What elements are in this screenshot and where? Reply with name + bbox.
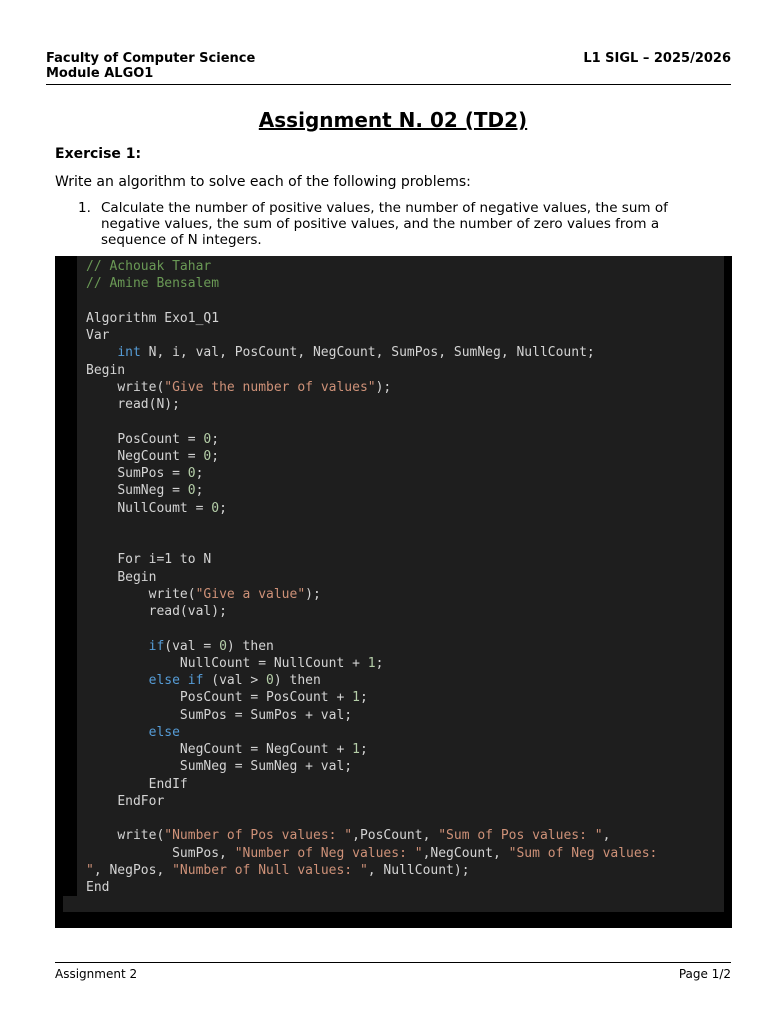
code-text: ; [375, 655, 384, 671]
code-string: " [86, 862, 94, 878]
code-text: ; [359, 690, 368, 706]
page-footer [55, 962, 731, 981]
footer-page-number: Page 1/2 [678, 967, 731, 981]
header-left [46, 51, 255, 81]
code-text: read(N); [117, 397, 180, 412]
code-text: NegCount = NegCount + [179, 742, 353, 757]
code-text: N, i, val, PosCount, NegCount, SumPos, SumNeg, NullCount; [140, 345, 595, 361]
code-gutter [63, 256, 77, 896]
code-text: ); [375, 379, 392, 395]
code-text: , NullCount); [367, 862, 470, 878]
code-comment: // Achouak Tahar [86, 259, 212, 274]
code-keyword: else if [148, 673, 204, 688]
code-text: write( [117, 828, 165, 844]
code-line: Algorithm Exo1_Q1 [86, 310, 220, 326]
code-text: For i=1 to N [117, 552, 212, 568]
code-text: PosCount = [117, 431, 204, 447]
code-text: SumPos = SumPos + val; [179, 707, 353, 723]
code-number: 0 [266, 673, 274, 688]
code-text: ; [195, 466, 204, 481]
code-text: ; [195, 483, 204, 499]
code-text: write( [148, 586, 196, 602]
code-keyword: int [117, 345, 141, 361]
problem-number: 1. [78, 200, 91, 216]
exercise-intro: Write an algorithm to solve each of the following problems: [55, 174, 471, 190]
code-text: SumNeg = SumNeg + val; [179, 759, 353, 775]
code-number: 1 [367, 655, 376, 671]
code-text: NegCount = [117, 448, 204, 464]
code-text: ; [359, 742, 368, 757]
code-string: "Give the number of values" [164, 379, 376, 395]
code-text: ); [305, 586, 321, 602]
code-line: Begin [86, 362, 126, 378]
page-header [46, 50, 731, 85]
code-text: ) then [273, 673, 321, 688]
code-string: "Sum of Neg values: [508, 845, 658, 861]
code-number: 0 [187, 466, 196, 481]
code-number: 1 [352, 742, 360, 757]
code-text: SumNeg = [117, 483, 188, 499]
code-text: write( [117, 379, 165, 395]
code-string: "Sum of Pos values: " [438, 828, 603, 844]
code-number: 0 [219, 638, 227, 654]
code-text: Begin [117, 569, 157, 585]
code-text: NullCount = NullCount + [179, 655, 368, 671]
code-line: End [86, 880, 110, 895]
code-listing [86, 258, 657, 896]
level-year: L1 SIGL – 2025/2026 [583, 51, 731, 66]
code-text: EndIf [148, 776, 188, 792]
code-string: "Give a value" [195, 586, 306, 602]
code-number: 0 [203, 431, 212, 447]
code-text: NullCoumt = [117, 500, 212, 516]
code-text: , [602, 828, 611, 844]
code-keyword: if [148, 638, 165, 654]
code-text: ; [211, 448, 220, 464]
code-text: (val > [203, 673, 267, 688]
code-text: (val = [164, 638, 220, 654]
code-number: 0 [203, 448, 212, 464]
code-number: 0 [187, 483, 196, 499]
code-text: read(val); [148, 604, 227, 619]
code-text: SumPos = [117, 466, 188, 481]
code-number: 0 [211, 500, 220, 516]
code-editor [63, 256, 724, 912]
code-text: EndFor [117, 793, 165, 809]
code-text: SumPos, [172, 845, 235, 861]
code-string: "Number of Null values: " [172, 862, 368, 878]
problem-text: Calculate the number of positive values, the number of negative values, the sum of negative values, the sum of positive values, and the number of zero values from a sequence of N integers. [101, 200, 668, 248]
code-text: PosCount = PosCount + [179, 690, 353, 706]
code-text: ; [219, 500, 227, 516]
module-name: Module ALGO1 [46, 66, 154, 81]
code-block [55, 256, 732, 928]
code-text: ) then [226, 638, 274, 654]
code-string: "Number of Pos values: " [164, 828, 353, 844]
code-text: ; [211, 431, 220, 447]
code-text: ,NegCount, [422, 845, 509, 861]
page-title: Assignment N. 02 (TD2) [258, 108, 528, 132]
faculty-name: Faculty of Computer Science [46, 51, 256, 66]
code-text: ,PosCount, [352, 828, 439, 844]
code-line: Var [86, 328, 110, 343]
code-keyword: else [148, 724, 180, 740]
exercise-heading: Exercise 1: [55, 146, 142, 162]
code-comment: // Amine Bensalem [86, 276, 220, 292]
code-string: "Number of Neg values: " [234, 845, 423, 861]
code-text: , NegPos, [93, 862, 173, 878]
footer-assignment: Assignment 2 [55, 967, 138, 981]
code-number: 1 [352, 690, 360, 706]
